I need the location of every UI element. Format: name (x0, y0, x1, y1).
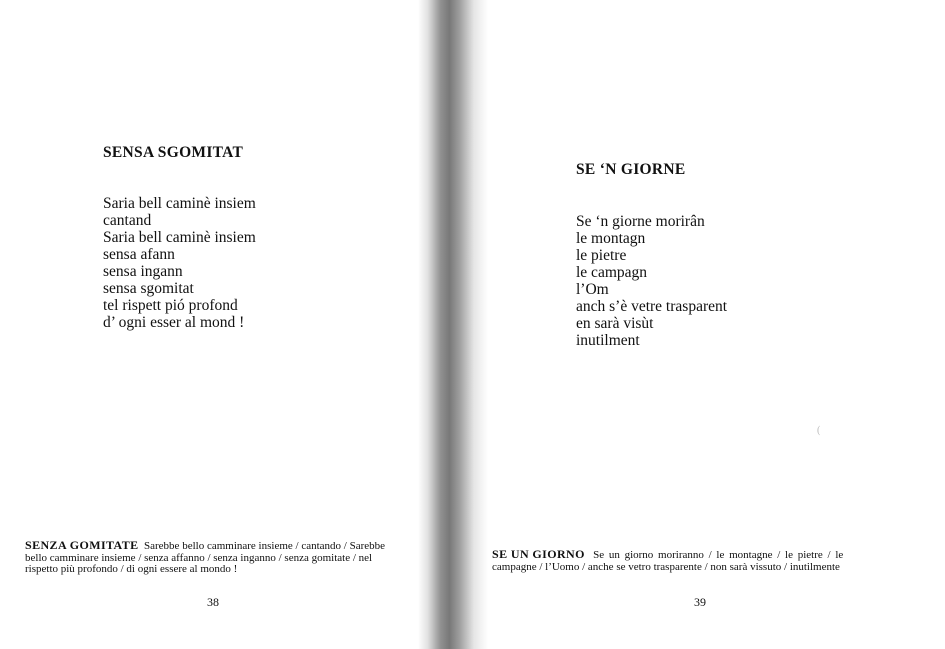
translation-line: Sarebbe bello camminare insieme / cantando / Sarebbe (144, 540, 386, 552)
translation-left (25, 540, 465, 576)
poem-line: d’ ogni esser al mond ! (103, 314, 245, 331)
poem-line: le pietre (576, 247, 627, 264)
poem-line: sensa sgomitat (103, 280, 194, 297)
poem-line: anch s’è vetre trasparent (576, 298, 728, 315)
poem-title-left: SENSA SGOMITAT (103, 144, 244, 161)
page-number-left: 38 (207, 595, 219, 609)
poem-line: Saria bell caminè insiem (103, 229, 256, 246)
translation-line: rispetto più profondo / di ogni essere al mondo ! (25, 563, 238, 575)
poem-line: cantand (103, 212, 152, 229)
paper-speck: ( (817, 425, 821, 436)
poem-line: l’Om (576, 281, 609, 298)
translation-line: Se un giorno moriranno / le montagne / le pietre / le (593, 549, 844, 561)
poem-line: inutilment (576, 332, 640, 349)
page-number-right: 39 (694, 595, 706, 609)
poem-line: en sarà visùt (576, 315, 654, 332)
translation-line: bello camminare insieme / senza affanno / senza inganno / senza gomitate / nel (25, 551, 373, 564)
translation-title-right: SE UN GIORNO (492, 547, 585, 561)
poem-title-right: SE ‘N GIORNE (576, 161, 686, 178)
poem-body-left (103, 195, 256, 331)
poem-line: sensa ingann (103, 263, 183, 280)
poem-body-right (576, 213, 727, 349)
poem-line: Saria bell caminè insiem (103, 195, 256, 212)
poem-line: le campagn (576, 264, 648, 281)
poem-line: Se ‘n giorne morirân (576, 213, 705, 230)
poem-line: tel rispett pió profond (103, 297, 238, 314)
translation-title-left: SENZA GOMITATE (25, 538, 139, 552)
left-page (0, 0, 472, 649)
right-page (472, 0, 945, 649)
translation-line: campagne / l’Uomo / anche se vetro trasparente / non sarà vissuto / inutilmente (492, 560, 840, 573)
translation-right (492, 549, 932, 573)
poem-line: sensa afann (103, 246, 175, 263)
poem-line: le montagn (576, 230, 646, 247)
